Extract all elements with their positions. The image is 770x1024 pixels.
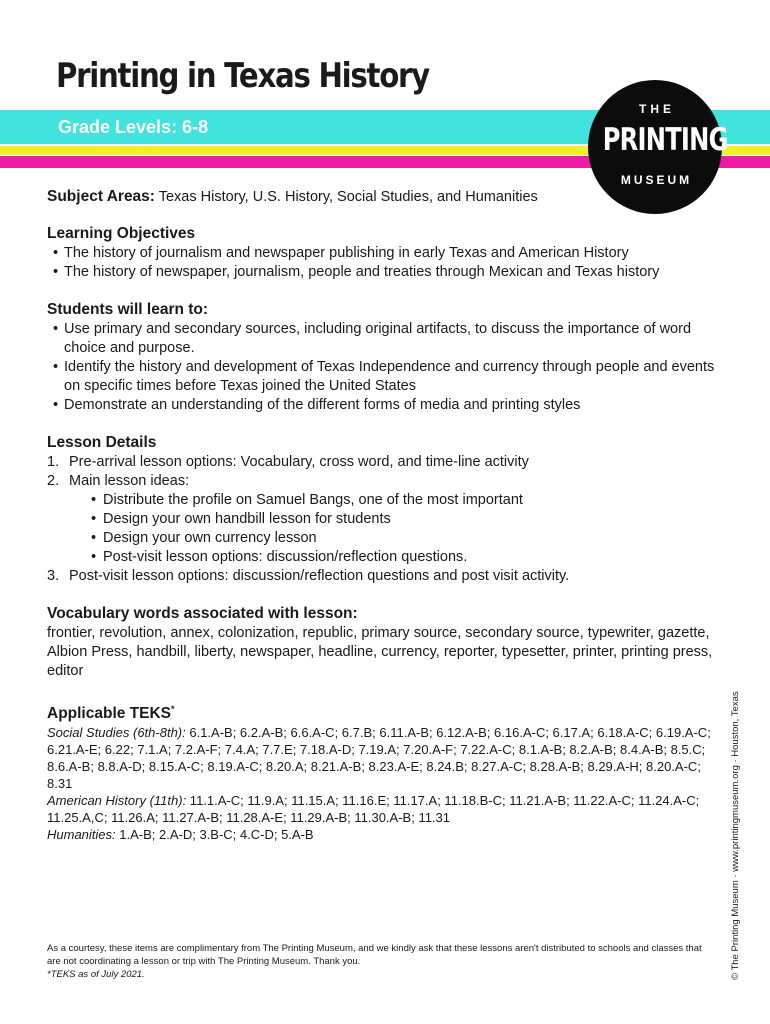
learn-item: • Demonstrate an understanding of the different forms of media and printing styles — [47, 396, 723, 415]
footer-note — [47, 942, 717, 981]
lesson-subitem: • Design your own currency lesson — [69, 529, 723, 548]
students-learn-heading: Students will learn to: — [47, 301, 209, 318]
vocabulary-section — [47, 604, 723, 681]
logo-printing: PRINTING — [602, 122, 728, 158]
lesson-detail-item — [47, 453, 723, 472]
learn-item: • Identify the history and development of Texas Independence and currency through people and events on specific times before Texas joined the United States — [47, 358, 723, 396]
lesson-details-section — [47, 433, 723, 586]
courtesy-text: As a courtesy, these items are complimentary from The Printing Museum, and we kindly ask that these lessons aren't distributed to schools and classes that are not coordinating a lesson or trip with The Printing Museum. Thank you. — [47, 943, 702, 967]
subject-areas — [47, 187, 723, 207]
teks-ss-label: Social Studies (6th-8th): — [47, 725, 186, 741]
teks-social-studies — [47, 724, 723, 792]
vocabulary-text: frontier, revolution, annex, colonization, republic, primary source, secondary source, typewriter, gazette, Albion Press, handbill, liberty, newspaper, headline, currency, reporter, typesetter, printer, printing press, editor — [47, 625, 713, 679]
teks-heading — [47, 699, 723, 724]
teks-date-note: *TEKS as of July 2021. — [47, 969, 145, 980]
lesson-detail-text: Pre-arrival lesson options: Vocabulary, cross word, and time-line activity — [69, 454, 529, 470]
lesson-subitem: • Distribute the profile on Samuel Bangs, one of the most important — [69, 491, 723, 510]
teks-ah-text: 11.1.A-C; 11.9.A; 11.15.A; 11.16.E; 11.17.A; 11.18.B-C; 11.21.A-B; 11.22.A-C; 11.24.A-C; 11.25.A,C; 11.26.A; 11.27.A-B; 11.28.A-E; 11.29.A-B; 11.30.A-B; 11.31 — [47, 793, 700, 826]
item-number: 2. — [47, 473, 60, 489]
teks-american-history — [47, 792, 723, 826]
subject-areas-label: Subject Areas: — [47, 188, 155, 205]
lesson-content — [47, 187, 723, 861]
teks-section — [47, 699, 723, 843]
teks-humanities — [47, 826, 723, 843]
subject-areas-text: Texas History, U.S. History, Social Studies, and Humanities — [154, 189, 538, 205]
grade-levels: Grade Levels: 6-8 — [58, 117, 209, 137]
side-copyright-text: © The Printing Museum · www.printingmuseum.org · Houston, Texas — [730, 691, 741, 980]
lesson-detail-text: Main lesson ideas: — [69, 473, 190, 489]
lesson-subitem: • Post-visit lesson options: discussion/reflection questions. — [69, 548, 723, 567]
item-number: 3. — [47, 568, 60, 584]
teks-hum-label: Humanities: — [47, 827, 116, 843]
lesson-detail-item — [47, 472, 723, 567]
students-learn-section — [47, 300, 723, 415]
vocabulary-heading: Vocabulary words associated with lesson: — [47, 605, 358, 622]
teks-heading-text: Applicable TEKS — [47, 705, 172, 723]
lesson-detail-item — [47, 567, 723, 586]
teks-ss-text: 6.1.A-B; 6.2.A-B; 6.6.A-C; 6.7.B; 6.11.A-B; 6.12.A-B; 6.16.A-C; 6.17.A; 6.18.A-C; 6.19.A-C; 6.21.A-E; 6.22; 7.1.A; 7.2.A-F; 7.4.A; 7.7.E; 7.18.A-D; 7.19.A; 7.20.A-F; 7.22.A-C; 8.1.A-B; 8.2.A-B; 8.4.A-B; 8.5.C; 8.6.A-B; 8.8.A-D; 8.15.A-C; 8.19.A-C; 8.20.A; 8.21.A-B; 8.23.A-E; 8.24.B; 8.27.A-C; 8.28.A-B; 8.29.A-H; 8.20.A-C; 8.31 — [47, 725, 711, 792]
page-title: Printing in Texas History — [56, 56, 429, 96]
learning-objectives-heading: Learning Objectives — [47, 225, 196, 242]
teks-footnote-marker: * — [171, 704, 175, 714]
item-number: 1. — [47, 454, 60, 470]
objective-item: • The history of journalism and newspaper publishing in early Texas and American History — [47, 244, 723, 263]
logo-museum: MUSEUM — [620, 173, 693, 187]
learn-item: • Use primary and secondary sources, including original artifacts, to discuss the importance of word choice and purpose. — [47, 320, 723, 358]
lesson-subitem: • Design your own handbill lesson for students — [69, 510, 723, 529]
teks-ah-label: American History (11th): — [47, 793, 187, 809]
teks-hum-text: 1.A-B; 2.A-D; 3.B-C; 4.C-D; 5.A-B — [115, 827, 314, 843]
lesson-details-heading: Lesson Details — [47, 434, 157, 451]
logo-the: THE — [639, 102, 675, 116]
objective-item: • The history of newspaper, journalism, people and treaties through Mexican and Texas history — [47, 263, 723, 282]
learning-objectives-section — [47, 224, 723, 282]
lesson-detail-text: Post-visit lesson options: discussion/reflection questions and post visit activity. — [69, 568, 570, 584]
